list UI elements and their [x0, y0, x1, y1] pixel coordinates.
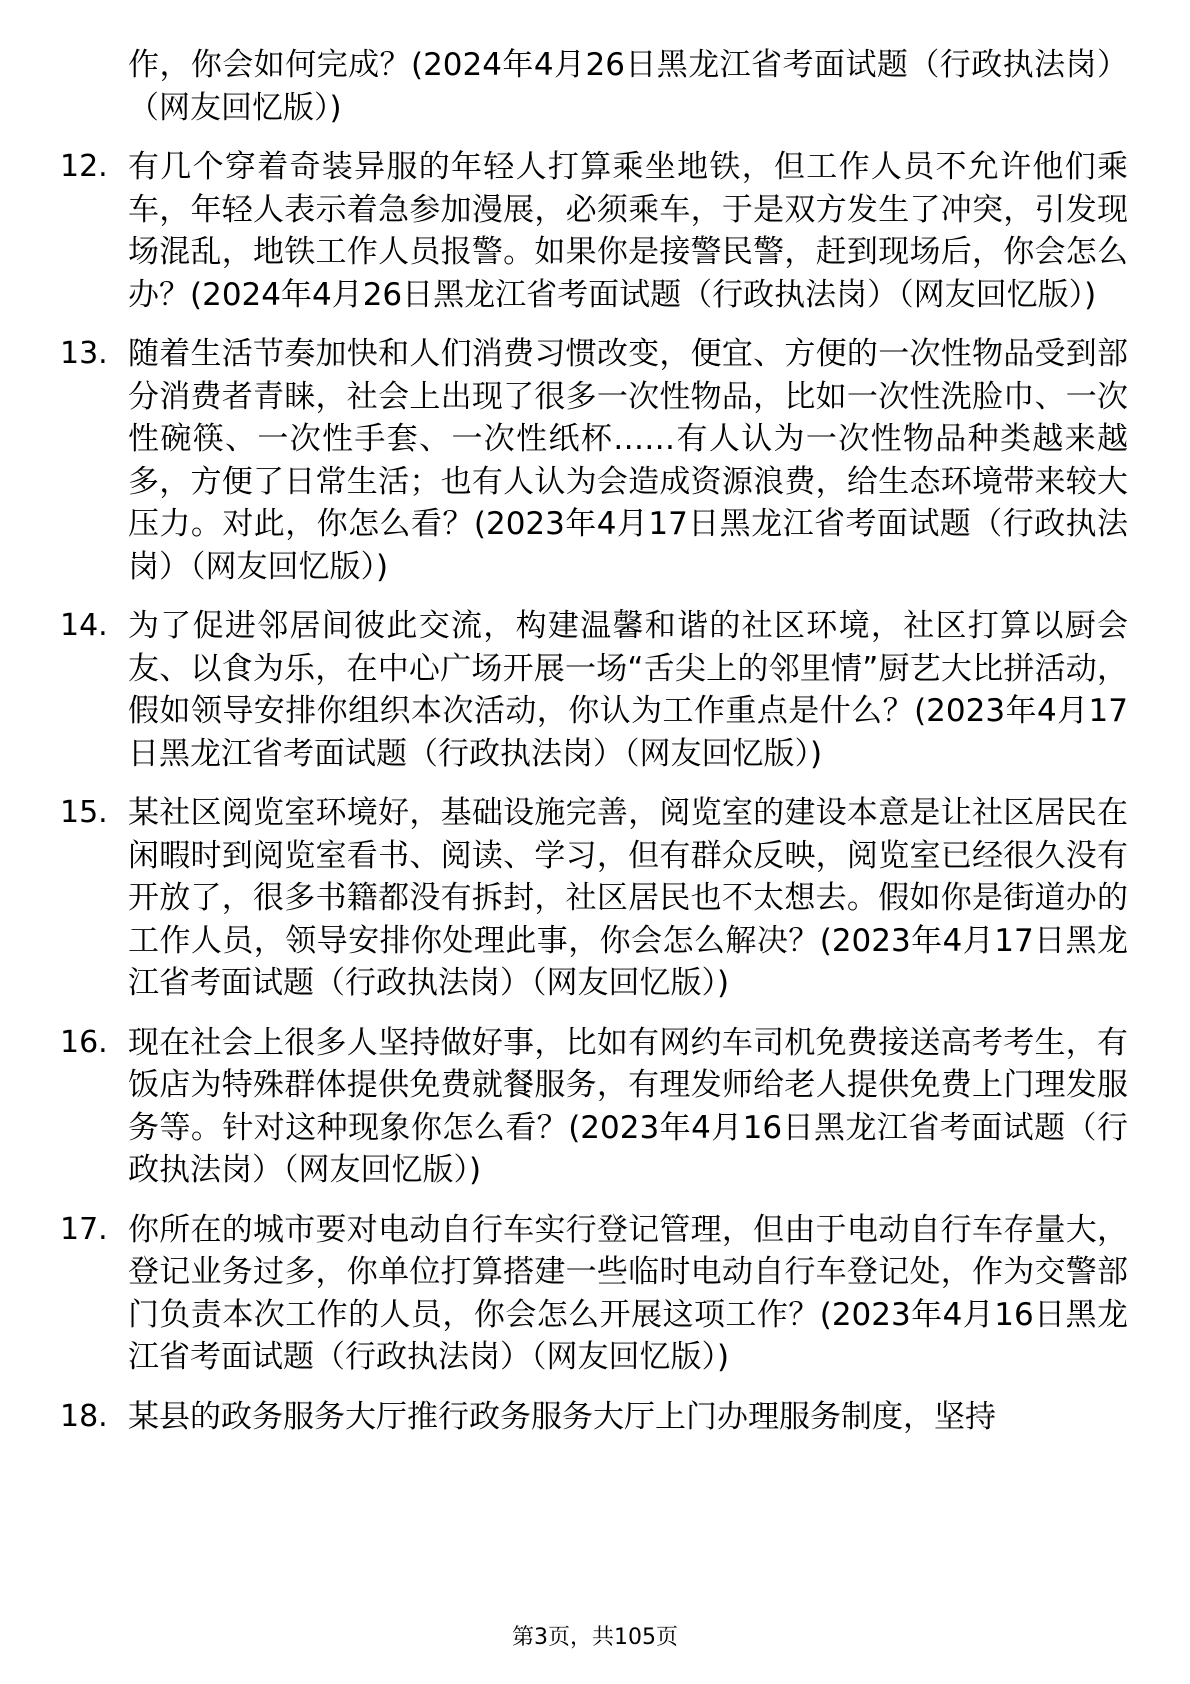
question-text: 随着生活节奏加快和人们消费习惯改变，便宜、方便的一次性物品受到部分消费者青睐，社会上出现了很多一次性物品，比如一次性洗脸巾、一次性碗筷、一次性手套、一次性纸杯……有人认为一次性物品种类越来越多，方便了日常生活；也有人认为会造成资源浪费，给生态环境带来较大压力。对此，你怎么看？(2023年4月17日黑龙江省考面试题（行政执法岗）（网友回忆版）) [128, 336, 1128, 585]
question-text: 某社区阅览室环境好，基础设施完善，阅览室的建设本意是让社区居民在闲暇时到阅览室看书、阅读、学习，但有群众反映，阅览室已经很久没有开放了，很多书籍都没有拆封，社区居民也不太想去。假如你是街道办的工作人员，领导安排你处理此事，你会怎么解决？(2023年4月17日黑龙江省考面试题（行政执法岗）（网友回忆版）) [128, 795, 1128, 1001]
question-item-12 [0, 146, 1190, 316]
question-number: 18. [60, 1398, 108, 1434]
question-number: 17. [60, 1211, 108, 1247]
question-item-16 [0, 1022, 1190, 1192]
question-item-17 [0, 1209, 1190, 1379]
question-number: 16. [60, 1024, 108, 1060]
question-number: 15. [60, 795, 108, 830]
question-list [0, 44, 1190, 1455]
question-text: 有几个穿着奇装异服的年轻人打算乘坐地铁，但工作人员不允许他们乘车，年轻人表示着急参加漫展，必须乘车，于是双方发生了冲突，引发现场混乱，地铁工作人员报警。如果你是接警民警，赶到现场后，你会怎么办？(2024年4月26日黑龙江省考面试题（行政执法岗）（网友回忆版）) [128, 149, 1128, 313]
question-text: 作，你会如何完成？(2024年4月26日黑龙江省考面试题（行政执法岗）（网友回忆版）) [128, 47, 1128, 126]
question-item-15 [0, 792, 1190, 1005]
question-number: 13. [60, 336, 108, 371]
question-item-13 [0, 333, 1190, 588]
question-item-14 [0, 605, 1190, 775]
question-number: 14. [60, 608, 108, 643]
question-text: 某县的政务服务大厅推行政务服务大厅上门办理服务制度，坚持 [128, 1398, 996, 1435]
page-number-footer: 第3页，共105页 [512, 1625, 678, 1650]
question-number: 12. [60, 149, 108, 184]
question-text: 为了促进邻居间彼此交流，构建温馨和谐的社区环境，社区打算以厨会友、以食为乐，在中心广场开展一场“舌尖上的邻里情”厨艺大比拼活动，假如领导安排你组织本次活动，你认为工作重点是什么？(2023年4月17日黑龙江省考面试题（行政执法岗）（网友回忆版）) [128, 608, 1128, 772]
question-text: 你所在的城市要对电动自行车实行登记管理，但由于电动自行车存量大，登记业务过多，你单位打算搭建一些临时电动自行车登记处，作为交警部门负责本次工作的人员，你会怎么开展这项工作？(2023年4月16日黑龙江省考面试题（行政执法岗）（网友回忆版）) [128, 1211, 1128, 1375]
question-text: 现在社会上很多人坚持做好事，比如有网约车司机免费接送高考考生，有饭店为特殊群体提供免费就餐服务，有理发师给老人提供免费上门理发服务等。针对这种现象你怎么看？(2023年4月16日黑龙江省考面试题（行政执法岗）（网友回忆版）) [128, 1024, 1128, 1188]
question-continuation [0, 44, 1190, 129]
question-item-18 [0, 1396, 1190, 1439]
